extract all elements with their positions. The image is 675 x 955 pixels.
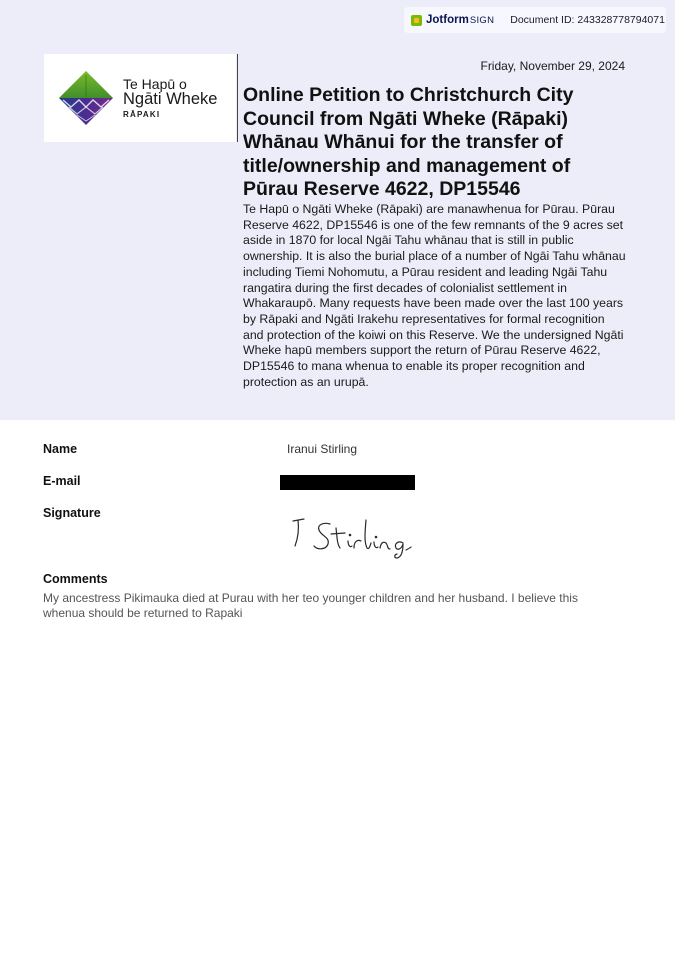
mountain-logo-icon	[57, 69, 115, 127]
signature-label: Signature	[43, 506, 101, 520]
comments-label: Comments	[43, 572, 108, 586]
handwritten-signature	[290, 512, 420, 560]
petition-date: Friday, November 29, 2024	[480, 59, 625, 73]
logo-wordmark	[123, 77, 217, 119]
jotform-logo	[411, 14, 494, 26]
organization-logo	[44, 54, 236, 142]
logo-divider	[237, 54, 238, 142]
email-label: E-mail	[43, 474, 81, 488]
email-redaction	[280, 475, 415, 490]
logo-line-3: RĀPAKI	[123, 109, 161, 119]
jotform-brand: Jotform	[426, 14, 469, 26]
name-label: Name	[43, 442, 78, 456]
name-value: Iranui Stirling	[287, 442, 358, 456]
logo-line-2: Ngāti Wheke	[123, 90, 218, 109]
petition-title: Online Petition to Christchurch City Council from Ngāti Wheke (Rāpaki) Whānau Whānui for the transfer of title/ownership and management of Pūrau Reserve 4622, DP15546	[243, 84, 574, 200]
jotform-sign-badge	[404, 7, 666, 33]
petition-description: Te Hapū o Ngāti Wheke (Rāpaki) are manawhenua for Pūrau. Pūrau Reserve 4622, DP15546 is one of the few remnants of the 9 acres set aside in 1870 for local Ngāi Tahu whānau that is still in public ownership. It is also the burial place of a number of Ngāi Tahu whānau including Tiemi Nohomutu, a Pūrau resident and leading Ngāi Tahu rangatira during the first decades of colonialist settlement in Whakaraupō. Many requests have been made over the last 100 years by Rāpaki and Ngāti Irakehu representatives for formal recognition and protection of the koiwi on this Reserve. We the undersigned Ngāti Wheke hapū members support the return of Pūrau Reserve 4622, DP15546 to mana whenua to enable its proper recognition and protection as an urupā.	[243, 202, 626, 389]
comments-value: My ancestress Pikimauka died at Purau with her teo younger children and her husband. I believe this whenua should be returned to Rapaki	[43, 591, 578, 620]
document-id: Document ID: 243328778794071	[510, 14, 665, 26]
jotform-brand-suffix: SIGN	[469, 14, 495, 26]
jotform-logo-icon	[411, 15, 422, 26]
logo-line-1: Te Hapū o	[123, 75, 187, 92]
